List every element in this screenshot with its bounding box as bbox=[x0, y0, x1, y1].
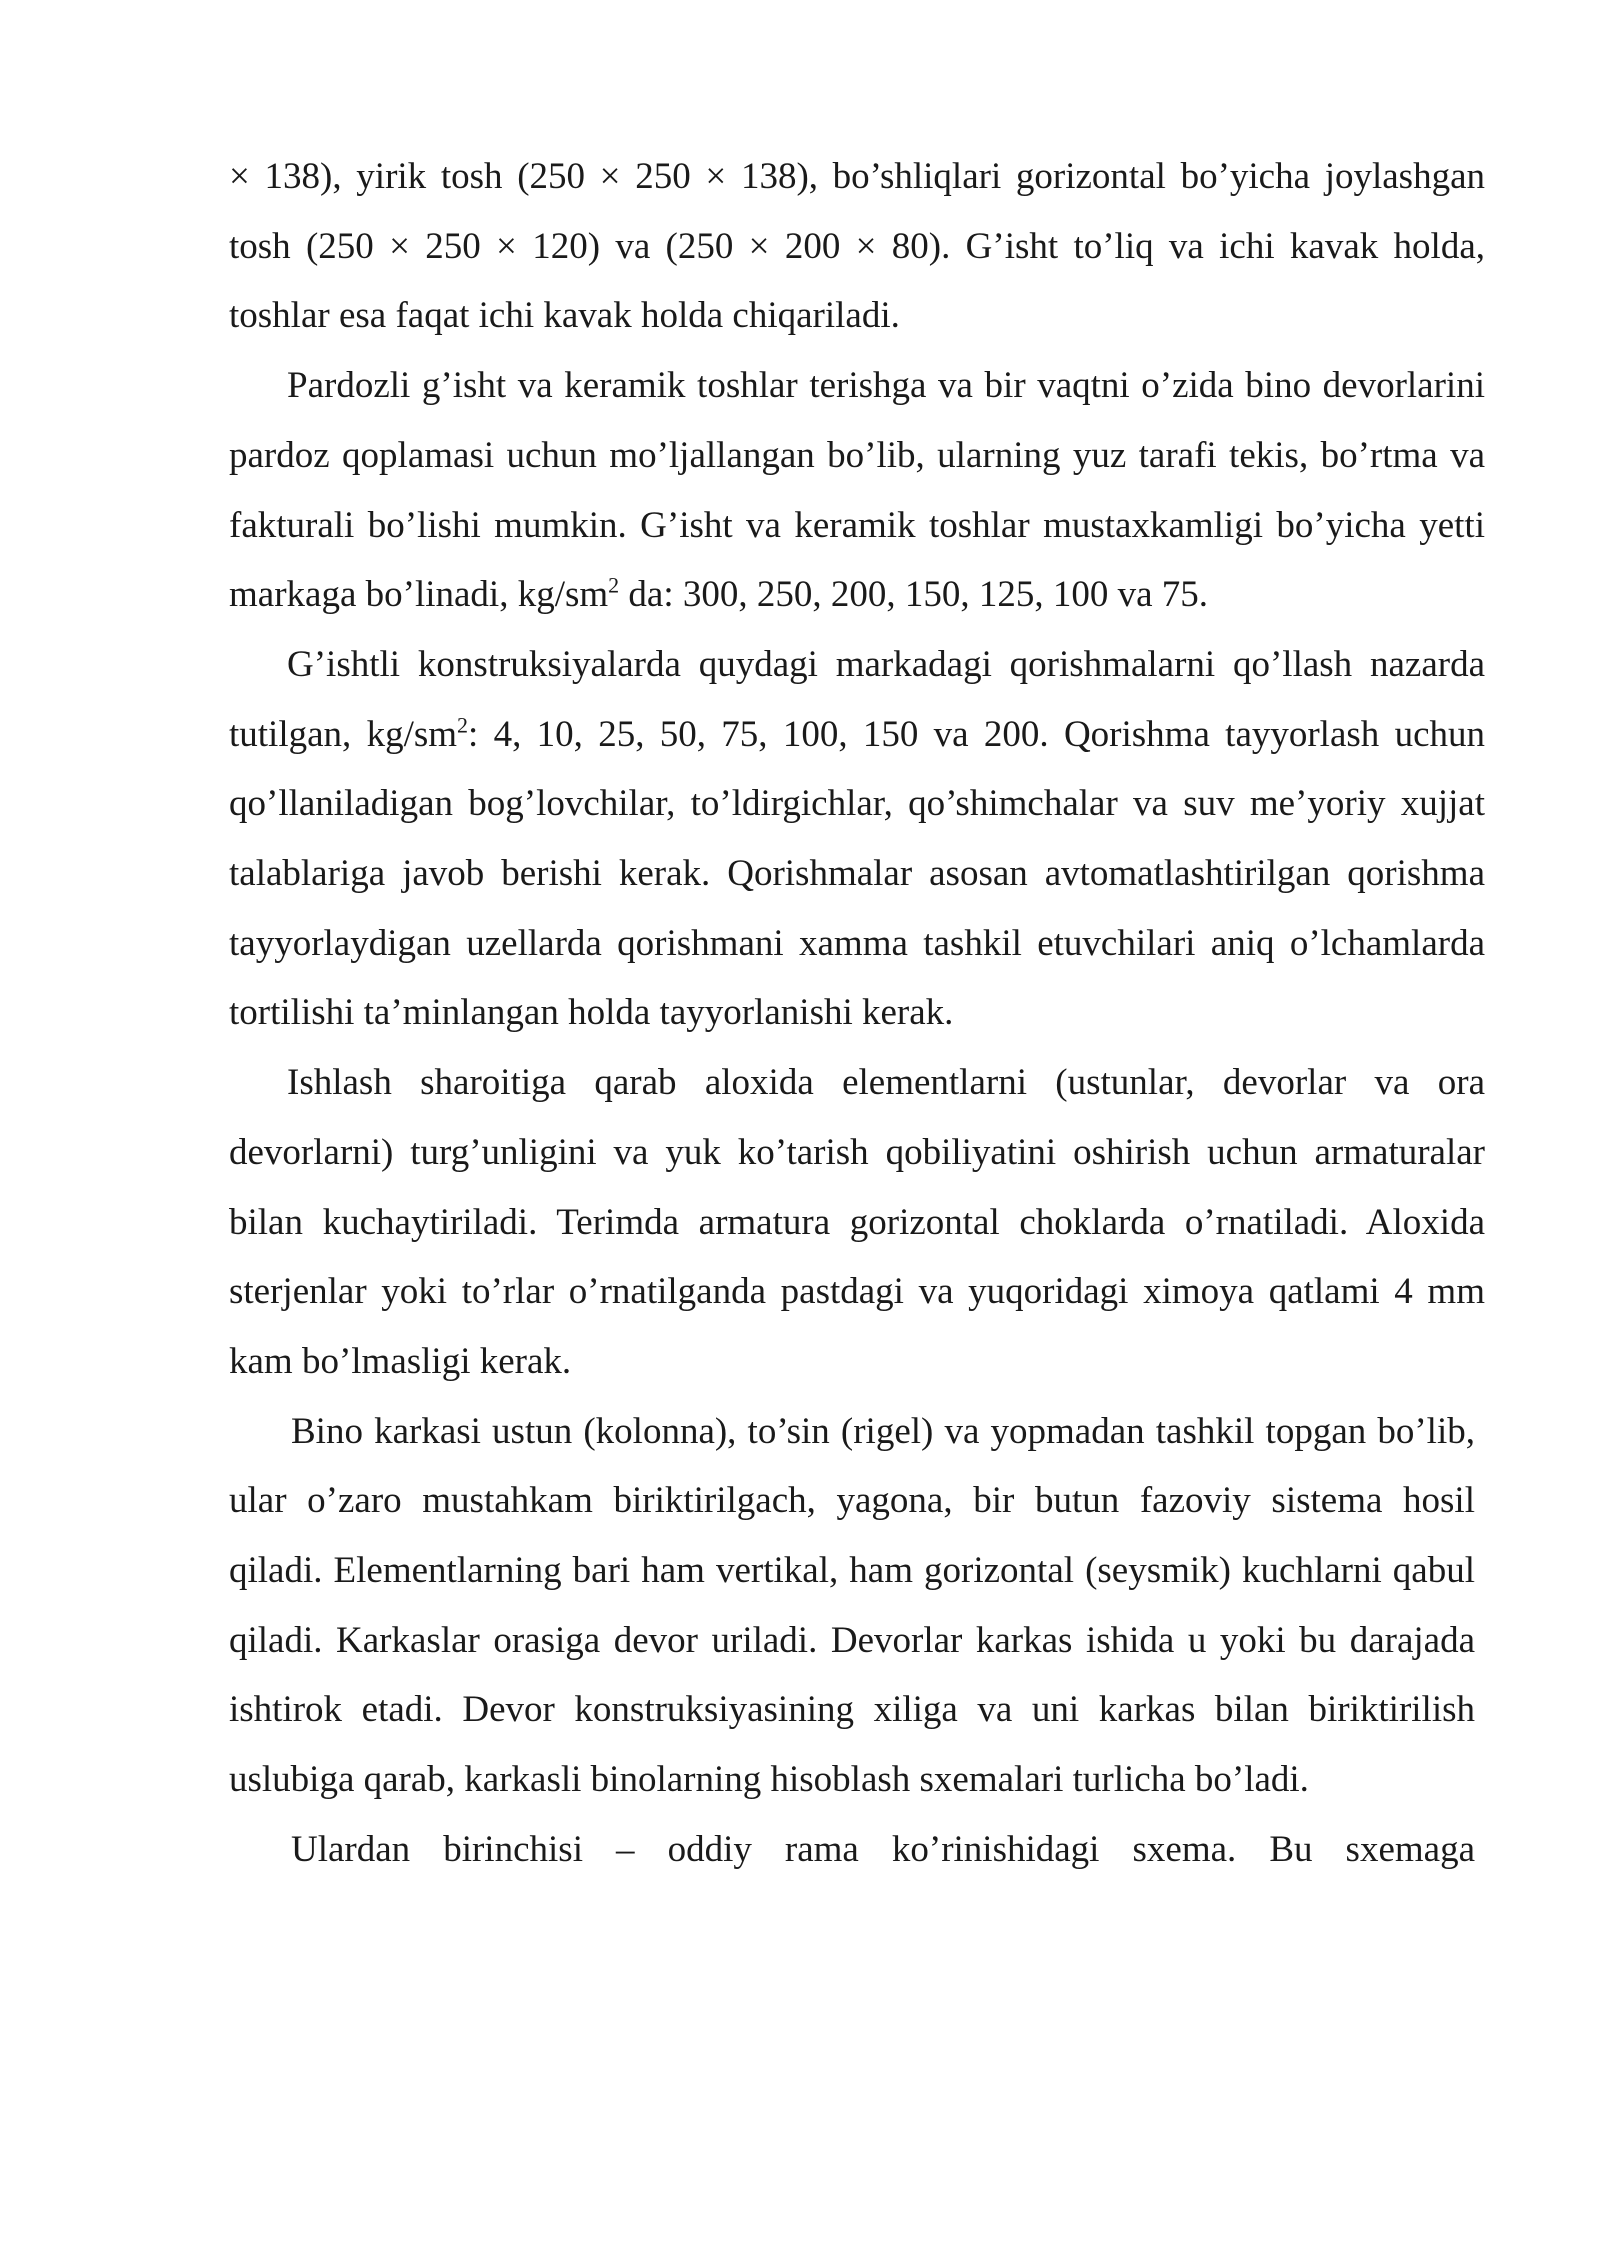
paragraph-text: Pardozli g’isht va keramik toshlar terishga va bir vaqtni o’zida bino devorlarini pardoz qoplamasi uchun mo’ljallangan bo’lib, ularning yuz tarafi tekis, bo’rtma va fakturali bo’lishi mumkin. G’isht va keramik toshlar mustaxkamligi bo’yicha yetti markaga bo’linadi, kg/sm bbox=[229, 365, 1485, 616]
paragraph-text: da: 300, 250, 200, 150, 125, 100 va 75. bbox=[619, 574, 1209, 616]
paragraph-continuation bbox=[229, 142, 1485, 351]
paragraph-text: Ulardan birinchisi – oddiy rama ko’rinishidagi sxema. Bu sxemaga bbox=[291, 1828, 1475, 1870]
paragraph-building-frame bbox=[229, 1397, 1475, 1815]
paragraph-text: : 4, 10, 25, 50, 75, 100, 150 va 200. Qorishma tayyorlash uchun qo’llaniladigan bog’lovchilar, to’ldirgichlar, qo’shimchalar va suv me’yoriy xujjat talablariga javob berishi kerak. Qorishmalar asosan avtomatlashtirilgan qorishma tayyorlaydigan uzellarda qorishmani xamma tashkil etuvchilari aniq o’lchamlarda tortilishi ta’minlangan holda tayyorlanishi kerak. bbox=[229, 713, 1486, 1034]
paragraph-text: × 138), yirik tosh (250 × 250 × 138), bo’shliqlari gorizontal bo’yicha joylashgan tosh (250 × 250 × 120) va (250 × 200 × 80). G’isht to’liq va ichi kavak holda, toshlar esa faqat ichi kavak holda chiqariladi. bbox=[229, 156, 1485, 337]
paragraph-text: G’ishtli konstruksiyalarda quydagi markadagi qorishmalarni qo’llash nazarda tutilgan, kg/sm bbox=[229, 643, 1485, 755]
paragraph-frame-schemes bbox=[229, 1815, 1475, 1885]
document-page bbox=[229, 142, 1485, 1885]
superscript: 2 bbox=[457, 712, 469, 738]
paragraph-text: Ishlash sharoitiga qarab aloxida elementlarni (ustunlar, devorlar va ora devorlarni) turg’unligini va yuk ko’tarish qobiliyatini oshirish uchun armaturalar bilan kuchaytiriladi. Terimda armatura gorizontal choklarda o’rnatiladi. Aloxida sterjenlar yoki to’rlar o’rnatilganda pastdagi va yuqoridagi ximoya qatlami 4 mm kam bo’lmasligi kerak. bbox=[229, 1062, 1485, 1382]
superscript: 2 bbox=[608, 572, 620, 598]
paragraph-text: Bino karkasi ustun (kolonna), to’sin (rigel) va yopmadan tashkil topgan bo’lib, ular o’zaro mustahkam biriktirilgach, yagona, bir butun fazoviy sistema hosil qiladi. Elementlarning bari ham vertikal, ham gorizontal (seysmik) kuchlarni qabul qiladi. Karkaslar orasiga devor uriladi. Devorlar karkas ishida u yoki bu darajada ishtirok etadi. Devor konstruksiyasining xiliga va uni karkas bilan biriktirilish uslubiga qarab, karkasli binolarning hisoblash sxemalari turlicha bo’ladi. bbox=[229, 1410, 1475, 1801]
paragraph-reinforcement bbox=[229, 1048, 1485, 1397]
paragraph-facing-bricks bbox=[229, 351, 1485, 630]
paragraph-mortar-grades bbox=[229, 630, 1485, 1048]
